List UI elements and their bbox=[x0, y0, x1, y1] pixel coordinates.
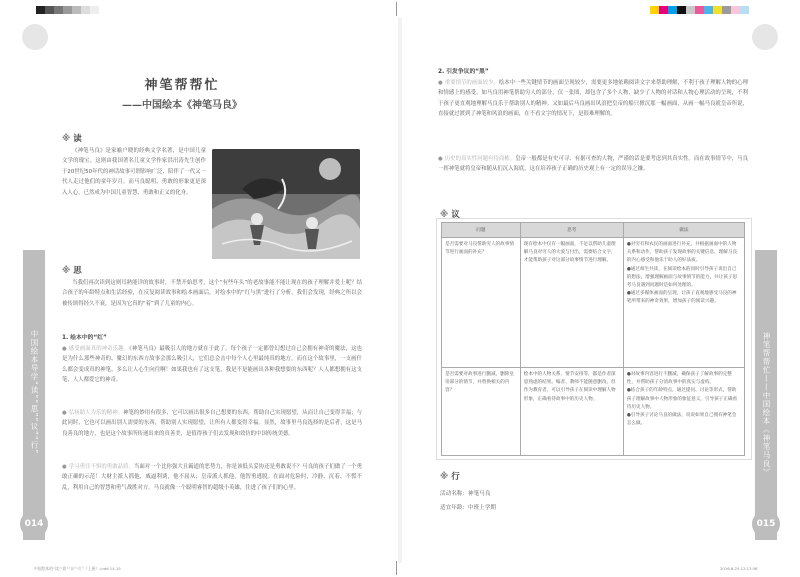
table-cell: ●对穷有和农民的画面进行补充，并根据画面中的人物关系和动作，帮助孩子发现故事的关键信息，理解马良的内心感受和他乐于助人的好品质。 ●通过师生共读，在阅读绘本的同时引导孩子说出自己的想法，增强理解画面与故事情节的能力，并让孩子思考马良遇到问题时是如何处理的。 ●通过多媒体画面的呈现，让孩子直观地感受马良的神笔所带来的神奇效果，增加孩子的阅读兴趣。 bbox=[623, 238, 744, 368]
table-cell: 是否需要对故事进行删减，删除皇帝部分的情节，并替换相关的内容？ bbox=[442, 368, 521, 456]
list-item: ● 感受画面真的神奇乐趣。《神笔马良》最吸引人的地方就在于此了。每个孩子一定都曾幻想过自己会拥有神奇的魔法，这也是为什么那些神奇的、魔幻的东西方故事会那么吸引人，它们总会击中每个人心里最纯真的地方。而在这个故事里，一支画什么都会变成真的神笔，多么让人心生向往啊！如果我也有了这支笔，我是不是能画出各种我想要的东西呢？人人都想拥有这支笔，人人都爱它的神奇。 bbox=[62, 346, 362, 384]
crop-mark bbox=[396, 2, 397, 16]
section-heading-act: ※ 行 bbox=[440, 472, 460, 482]
section-heading-read: ※ 读 bbox=[62, 134, 82, 144]
left-side-tab-text: 中国绘本导学“读”“思”“议”“行” bbox=[30, 330, 39, 455]
list-item: ● 重要情节的画面较少。绘本中一些关键情节的画面呈现较少，需要更多地依赖阅读文字来帮助理解，不利于孩子理解人物的心理和情感上的感受。如马良用神笔帮助穷人的部分，仅一张图，却包含了多个人物，缺少了人物的对话和人物心理活动的呈现，不利于孩子更直观地理解马良乐于帮助别人的精神。又如最后马良画出风浪把皇帝的船只掀沉那一幅画面，从画一幅马良就皇帝所说，直接就过渡到了神笔和风浪的画面，在不看文字的情况下，是很难理解的。 bbox=[438, 80, 748, 118]
list-item: ● 历史的真实性问题有待商榷。皇帝一般都是有史可寻、有据可查的人物，严谨的话是要考虑到其真实性。而在故事情节中，马良一挥神笔就将皇帝和随从们沉入海底，这在培养孩子正确的历史观上有一定的误导之嫌。 bbox=[438, 156, 748, 173]
decorative-circle bbox=[22, 24, 48, 50]
list-item: ● 学习勇往不惧的勇敢品质。当面对一个比你强大且霸道的恶势力，你是该低头妥协还是勇敢说不？马良的孩子们做了一个勇敢正确的示范！大财主派人抓他，威逼利诱，他不屈从；皇帝派人抓他，他智勇逃脱。在面对危险时，冷静、沉着、不慌不乱，利用自己的智慧和勇气战胜对方。马良就像一个聪明睿智的超级小英雄，住进了孩子们的心里。 bbox=[62, 464, 362, 491]
discussion-table bbox=[441, 222, 745, 456]
think-paragraph: 当我们再次读到这则耳熟能详的故事时，不禁开始思考，这个“有些年头”的老故事能不能让现在的孩子理解并爱上呢？结合孩子的年龄特点和生活经验，在反复阅读故事和绘本画面后，对绘本中的“红与黑”进行了分析。我们会发现，经典之所以会被传颂得经久不衰，是因为它真的“着”到了儿童的内心。 bbox=[62, 280, 362, 307]
column-header: 做法 bbox=[623, 223, 744, 238]
column-header: 思考 bbox=[520, 223, 623, 238]
table-row bbox=[442, 238, 745, 368]
suitable-age: 适宜年龄：中班上学期 bbox=[440, 505, 496, 511]
point-heading-red: 1. 绘本中的“红” bbox=[62, 335, 107, 341]
print-slug-left: 中国绘本的“读”“思”“议”“行”（上册）.indd 14-15 bbox=[34, 566, 121, 571]
table-row bbox=[442, 368, 745, 456]
read-paragraph: 《神笔马良》是家喻户晓的经典文学名著，是中国儿童文学的瑰宝。这则由我国著名儿童文学作家洪汛涛先生创作于20世纪50年代的神话故事可谓影响广泛，陪伴了一代又一代人走过他们的童年岁月。而马良聪明、勇敢的形象更是深入人心，已然成为中国儿童智慧、勇敢和正义的化身。 bbox=[62, 148, 206, 196]
registration-color-bar-left bbox=[36, 6, 99, 14]
page-number-right: 015 bbox=[752, 510, 780, 538]
illustration-image bbox=[212, 149, 360, 259]
right-side-tab-text: 神笔帮帮忙——中国绘本《神笔马良》 bbox=[762, 332, 771, 477]
column-header: 问题 bbox=[442, 223, 521, 238]
registration-color-bar-right bbox=[650, 6, 749, 14]
table-cell: 绘本中的人物关系、情节安排等，都是作者深思熟虑的结果。编者、教师不能随意删改。但作为教育者，可以引导孩子在阅读中理解人物形象，正确看待故事中的历史人物。 bbox=[520, 368, 623, 456]
table-cell: 现有绘本中仅有一幅画面，不足以帮助儿童理解马良对穷人的大爱与付出，需要结合文字，才能帮助孩子对这部分故事情节进行理解。 bbox=[520, 238, 623, 368]
page-title: 神笔帮帮忙 bbox=[144, 78, 220, 93]
page-subtitle: ——中国绘本《神笔马良》 bbox=[122, 100, 242, 111]
section-heading-discuss: ※ 议 bbox=[440, 210, 460, 220]
page-gutter bbox=[398, 18, 402, 563]
section-heading-think: ※ 思 bbox=[62, 266, 82, 276]
table-header-row bbox=[442, 223, 745, 238]
section-mark: ※ bbox=[440, 210, 449, 220]
table-cell: 是否需要对马良帮助穷人的故事情节进行画面的补充？ bbox=[442, 238, 521, 368]
page-number-left: 014 bbox=[20, 510, 48, 538]
print-slug-right: 2016.8.25 12:13:36 bbox=[720, 566, 758, 571]
decorative-circle bbox=[752, 24, 778, 50]
book-illustration bbox=[212, 149, 360, 259]
section-mark: ※ bbox=[440, 472, 449, 482]
activity-name: 活动名称：神笔马良 bbox=[440, 491, 491, 497]
point-heading-black: 2. 引发争议的“黑” bbox=[438, 69, 489, 75]
table-cell: ●对故事内容进行不删减，确保孩子了解故事的完整性，并帮助孩子分清故事中的真实与虚构。 ●结合孩子的年龄特点，通过提问、讨论等形式，帮助孩子理解故事中人物形象的象征意义，引导孩子正确看待历史人物。 ●引导孩子讨论马良的做法，说说如果自己拥有神笔会怎么做。 bbox=[623, 368, 744, 456]
section-mark: ※ bbox=[62, 134, 71, 144]
crop-mark bbox=[396, 561, 397, 575]
section-mark: ※ bbox=[62, 266, 71, 276]
list-item: ● 弘扬助人为乐的精神。神笔的妙用有很多，它可以画出很多自己想要的东西，帮助自己实现愿望，从而让自己变得幸福；与此同时，它也可以画出别人需要的东西，帮助别人实现愿望，让所有人都变得幸福。显然，故事里马良选择的是后者，这是马良善良的地方，也是这个故事所传递出来的真善美，是值得孩子们去发现和效仿的中国传统美德。 bbox=[62, 410, 362, 437]
